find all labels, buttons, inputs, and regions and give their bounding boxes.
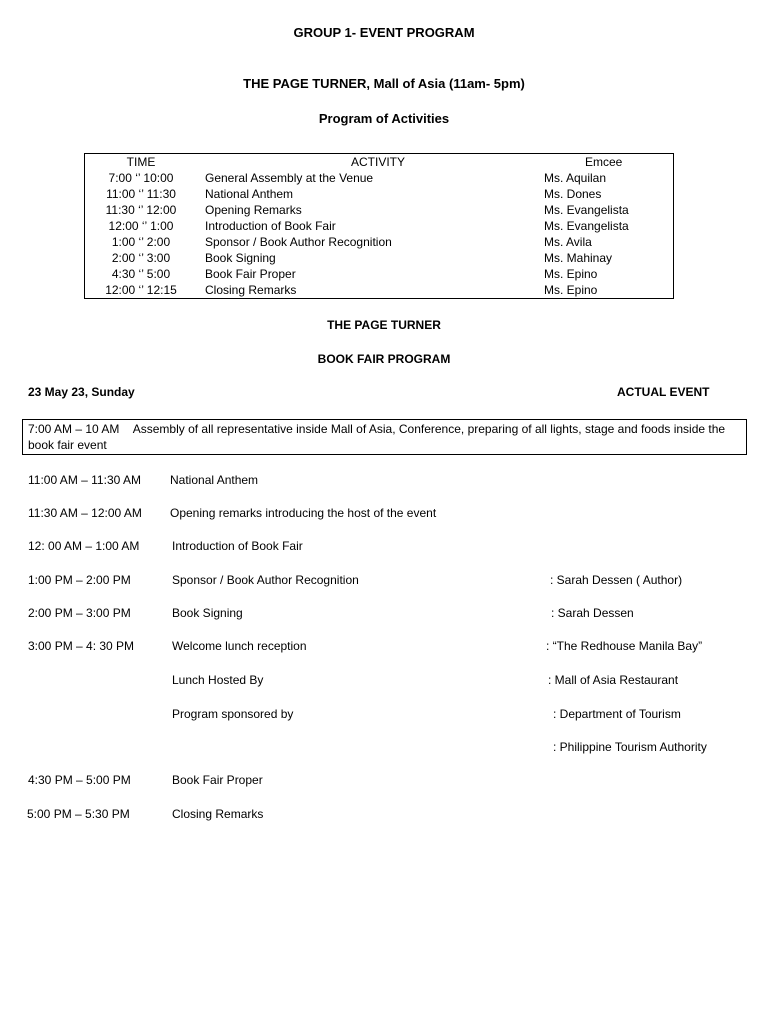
event-note: : Sarah Dessen <box>551 606 634 620</box>
emcee-cell: Ms. Evangelista <box>544 203 629 217</box>
emcee-cell: Ms. Evangelista <box>544 219 629 233</box>
column-header-activity: ACTIVITY <box>350 155 405 169</box>
event-activity: Closing Remarks <box>172 807 264 821</box>
activity-cell: National Anthem <box>205 187 294 201</box>
table-row <box>85 186 673 202</box>
venue-subtitle: THE PAGE TURNER, Mall of Asia (11am- 5pm) <box>243 76 525 91</box>
boxed-event-time: 7:00 AM – 10 AM <box>28 422 120 436</box>
event-note: : “The Redhouse Manila Bay” <box>546 639 703 653</box>
column-header-time: TIME <box>126 155 156 169</box>
event-date: 23 May 23, Sunday <box>28 385 135 399</box>
event-time: 5:00 PM – 5:30 PM <box>27 807 130 821</box>
time-cell: 11:00 ‘’ 11:30 <box>106 187 176 201</box>
page-title: GROUP 1- EVENT PROGRAM <box>293 25 475 40</box>
boxed-event-text: Assembly of all representative inside Mall of Asia, Conference, preparing of all lights, stage and foods inside the book fair event <box>28 422 726 452</box>
table-row <box>85 202 673 218</box>
emcee-cell: Ms. Epino <box>544 283 598 297</box>
activity-cell: Book Fair Proper <box>205 267 296 281</box>
event-activity: Introduction of Book Fair <box>172 539 303 553</box>
book-fair-title: THE PAGE TURNER <box>327 318 441 332</box>
table-row <box>85 250 673 266</box>
event-note: : Philippine Tourism Authority <box>553 740 707 754</box>
emcee-cell: Ms. Aquilan <box>544 171 607 185</box>
time-cell: 4:30 ‘’ 5:00 <box>111 267 171 281</box>
event-time: 1:00 PM – 2:00 PM <box>28 573 131 587</box>
table-row <box>85 218 673 234</box>
time-cell: 7:00 ‘’ 10:00 <box>108 171 174 185</box>
time-cell: 2:00 ‘’ 3:00 <box>111 251 171 265</box>
activity-cell: Book Signing <box>205 251 276 265</box>
event-activity: National Anthem <box>170 473 259 487</box>
event-activity: Book Fair Proper <box>172 773 263 787</box>
event-note: : Mall of Asia Restaurant <box>548 673 679 687</box>
actual-event-label: ACTUAL EVENT <box>617 385 710 399</box>
event-time: 11:00 AM – 11:30 AM <box>28 473 141 487</box>
event-activity: Sponsor / Book Author Recognition <box>172 573 359 587</box>
activity-cell: Sponsor / Book Author Recognition <box>205 235 392 249</box>
time-cell: 12:00 ‘’ 12:15 <box>105 283 177 297</box>
event-activity: Program sponsored by <box>172 707 294 721</box>
event-activity: Book Signing <box>172 606 243 620</box>
event-time: 4:30 PM – 5:00 PM <box>28 773 131 787</box>
event-note: : Sarah Dessen ( Author) <box>550 573 683 587</box>
column-header-emcee: Emcee <box>585 155 623 169</box>
time-cell: 1:00 ‘’ 2:00 <box>111 235 171 249</box>
schedule-table <box>84 153 674 299</box>
event-activity: Welcome lunch reception <box>172 639 307 653</box>
event-time: 11:30 AM – 12:00 AM <box>28 506 142 520</box>
activity-cell: Closing Remarks <box>205 283 297 297</box>
event-time: 2:00 PM – 3:00 PM <box>28 606 131 620</box>
emcee-cell: Ms. Dones <box>544 187 602 201</box>
emcee-cell: Ms. Epino <box>544 267 598 281</box>
activity-cell: General Assembly at the Venue <box>205 171 374 185</box>
table-row <box>85 282 673 298</box>
event-time: 3:00 PM – 4: 30 PM <box>28 639 135 653</box>
time-cell: 12:00 ‘’ 1:00 <box>108 219 174 233</box>
emcee-cell: Ms. Mahinay <box>544 251 613 265</box>
boxed-event-row <box>22 419 747 455</box>
table-row <box>85 266 673 282</box>
event-activity: Opening remarks introducing the host of the event <box>170 506 437 520</box>
activity-cell: Introduction of Book Fair <box>205 219 336 233</box>
emcee-cell: Ms. Avila <box>544 235 592 249</box>
activity-cell: Opening Remarks <box>205 203 302 217</box>
event-note: : Department of Tourism <box>553 707 681 721</box>
table-row <box>85 170 673 186</box>
book-fair-subtitle: BOOK FAIR PROGRAM <box>317 352 451 366</box>
table-row <box>85 234 673 250</box>
program-title: Program of Activities <box>318 111 450 126</box>
event-activity: Lunch Hosted By <box>172 673 264 687</box>
event-time: 12: 00 AM – 1:00 AM <box>28 539 140 553</box>
table-header-row <box>85 154 673 170</box>
time-cell: 11:30 ‘’ 12:00 <box>105 203 177 217</box>
